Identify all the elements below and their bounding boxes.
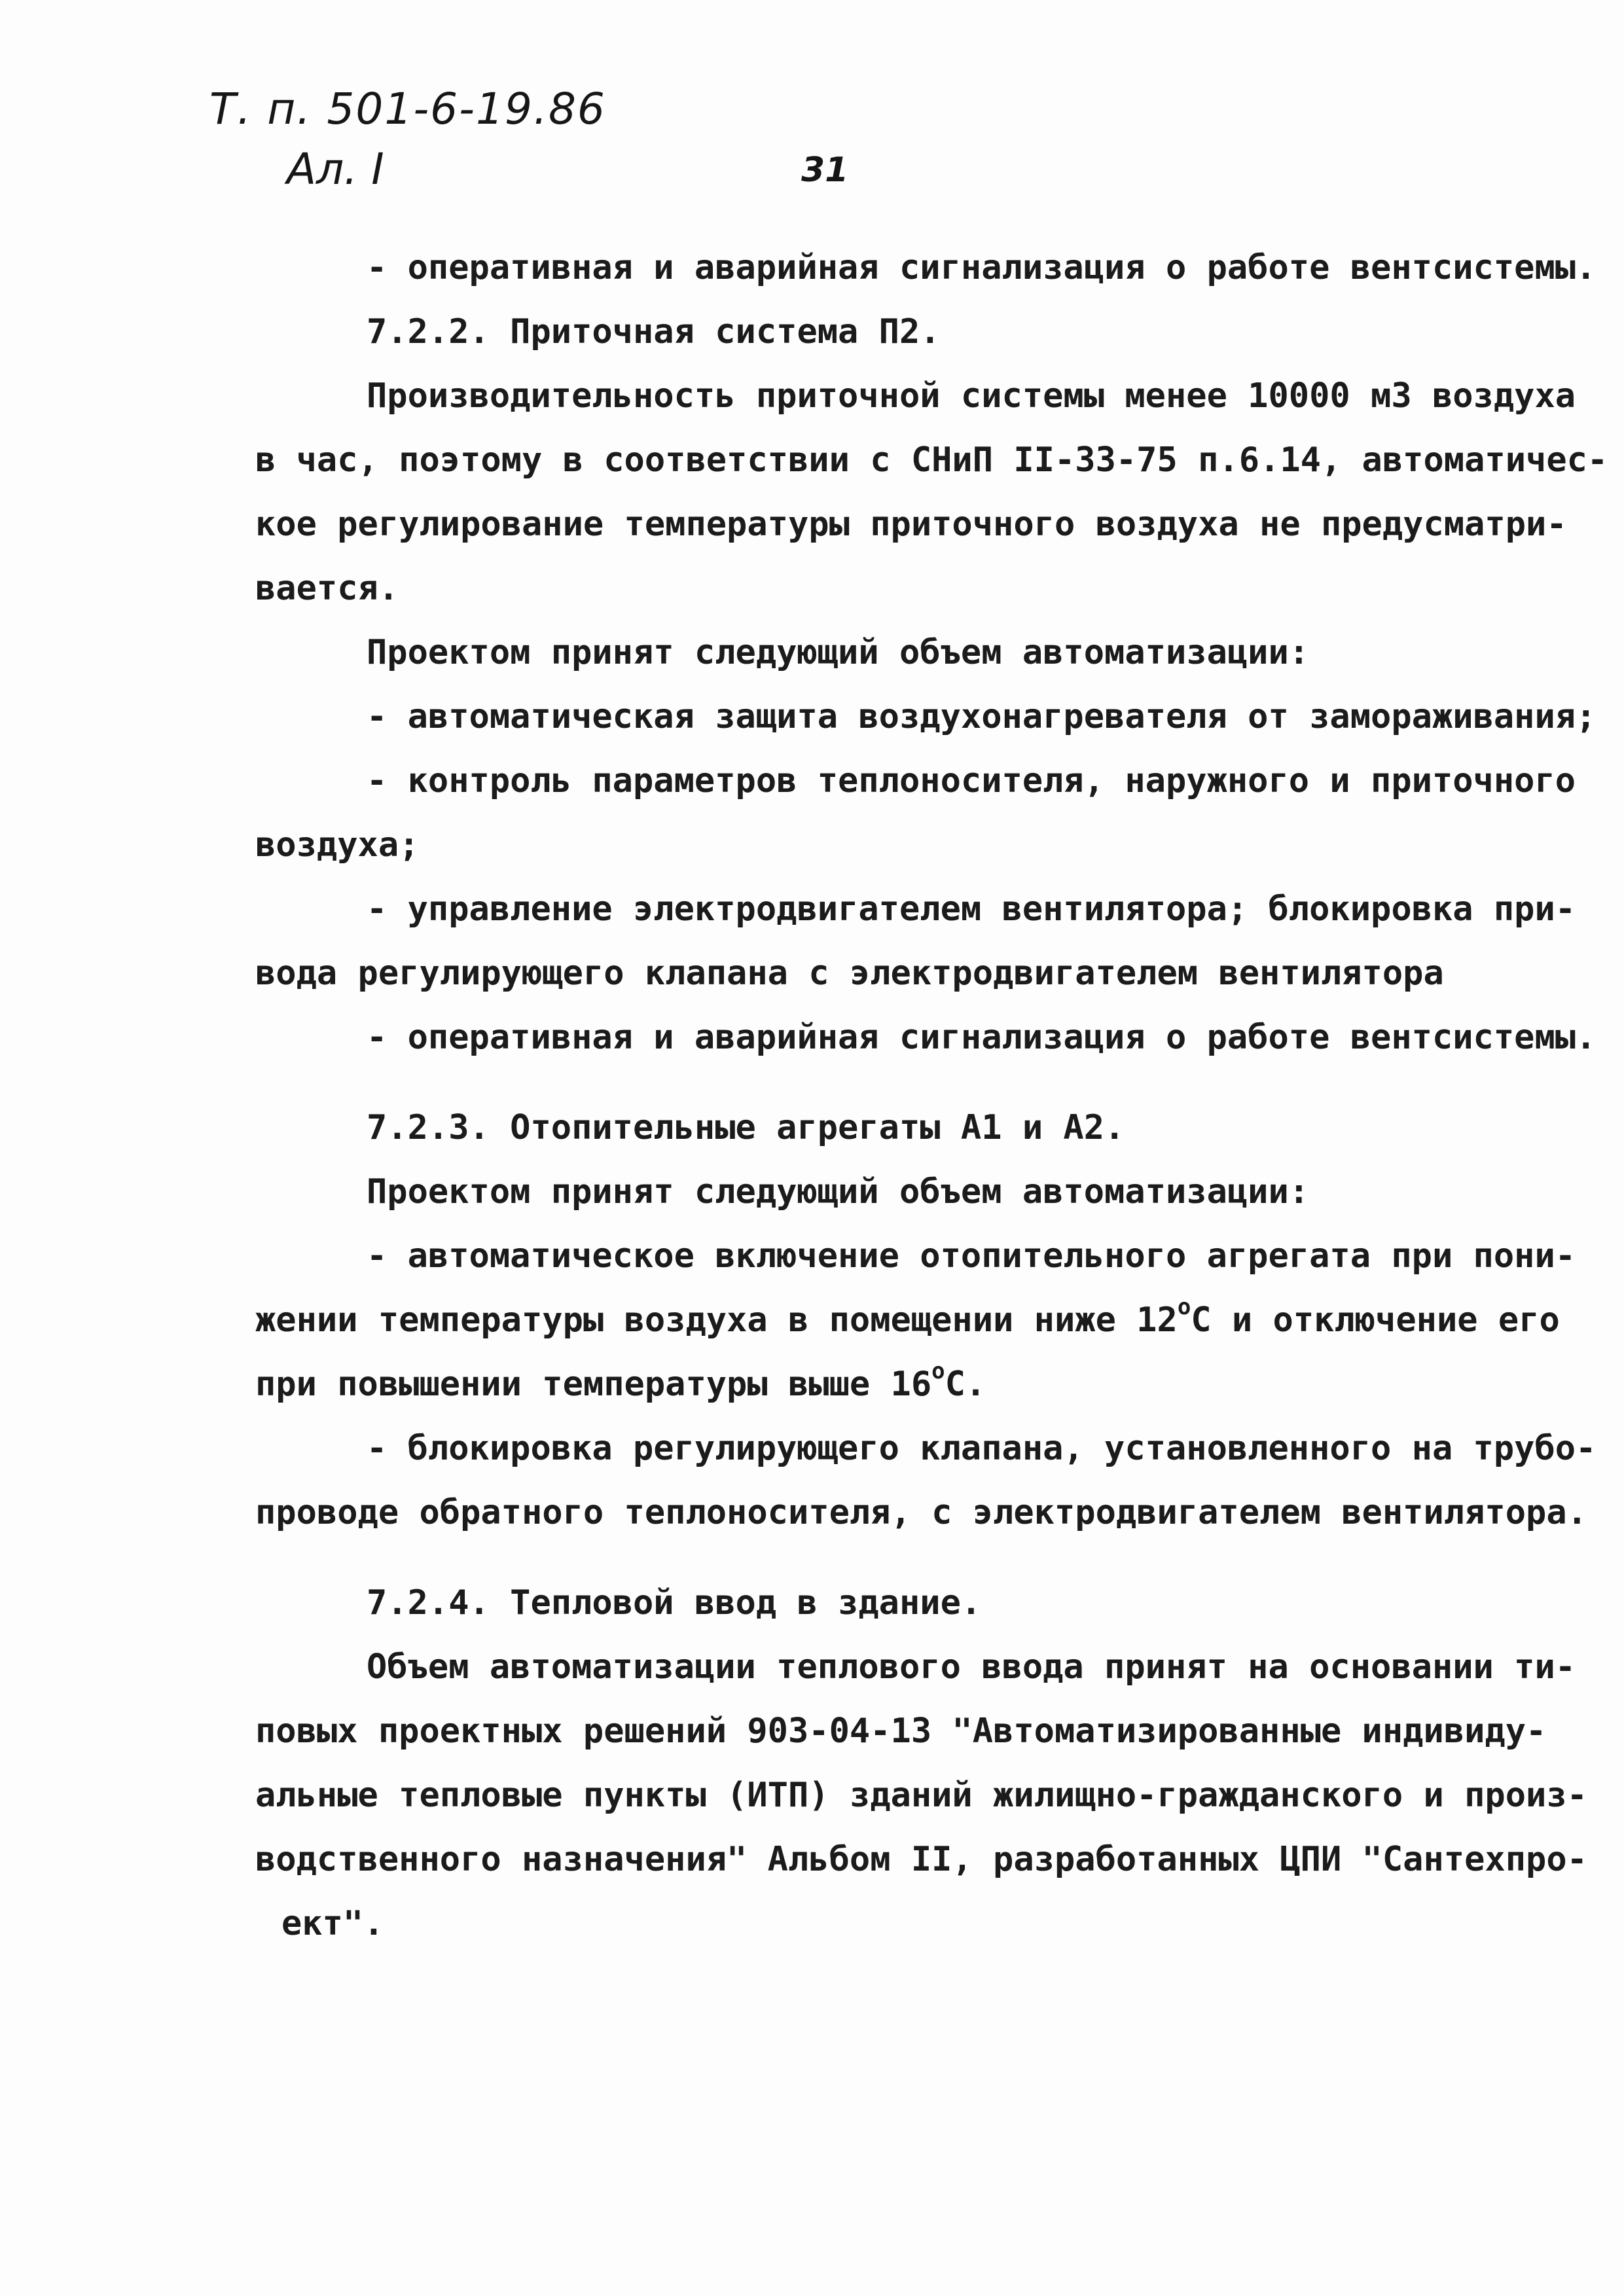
album-number: Ал. I <box>287 144 384 194</box>
list-item: - управление электродвигателем вентилятора; блокировка при- <box>367 889 1576 929</box>
paragraph-line: Объем автоматизации теплового ввода принят на основании ти- <box>367 1647 1576 1687</box>
paragraph-line: Производительность приточной системы менее 10000 м3 воздуха <box>367 376 1576 416</box>
paragraph-line: Проектом принят следующий объем автоматизации: <box>367 633 1310 672</box>
list-item-continuation <box>255 1352 1571 1416</box>
section-heading-7-2-4: 7.2.4. Тепловой ввод в здание. <box>367 1583 982 1623</box>
degree-sign: o <box>931 1358 945 1384</box>
degree-sign: o <box>1177 1294 1191 1320</box>
text-span: жении температуры воздуха в помещении ниже 12 <box>255 1300 1178 1340</box>
paragraph-line: вается. <box>255 569 399 608</box>
section-heading-7-2-3: 7.2.3. Отопительные агрегаты А1 и А2. <box>367 1108 1125 1147</box>
document-body <box>255 236 1608 1956</box>
list-item-continuation <box>255 1288 1571 1352</box>
text-span: С. <box>945 1365 986 1404</box>
page-number: 31 <box>801 151 849 190</box>
paragraph-line: - оперативная и аварийная сигнализация о работе вентсистемы. <box>367 248 1597 287</box>
paragraph-line: повых проектных решений 903-04-13 "Автоматизированные индивиду- <box>255 1712 1547 1751</box>
list-item: - автоматическое включение отопительного агрегата при пони- <box>367 1236 1576 1276</box>
list-item: - автоматическая защита воздухонагревателя от замораживания; <box>367 697 1597 736</box>
paragraph-line: Проектом принят следующий объем автоматизации: <box>367 1172 1310 1211</box>
paragraph-line: кое регулирование температуры приточного воздуха не предусматри- <box>255 505 1567 544</box>
paragraph-line: в час, поэтому в соответствии с СНиП II-33-75 п.6.14, автоматичес- <box>255 440 1608 480</box>
paragraph-line: ект". <box>281 1904 384 1943</box>
paragraph-line: водственного назначения" Альбом II, разработанных ЦПИ "Сантехпро- <box>255 1840 1587 1879</box>
list-item: - оперативная и аварийная сигнализация о работе вентсистемы. <box>367 1018 1597 1057</box>
list-item-continuation: вода регулирующего клапана с электродвигателем вентилятора <box>255 954 1444 993</box>
text-span: С и отключение его <box>1191 1300 1560 1340</box>
list-item: - контроль параметров теплоносителя, наружного и приточного <box>367 761 1576 800</box>
list-item-continuation: воздуха; <box>255 825 420 865</box>
project-code-stamp: Т. п. 501-6-19.86 <box>209 84 606 134</box>
list-item: - блокировка регулирующего клапана, установленного на трубо- <box>367 1429 1597 1468</box>
text-span: при повышении температуры выше 16 <box>255 1365 932 1404</box>
section-heading-7-2-2: 7.2.2. Приточная система П2. <box>367 312 941 351</box>
paragraph-line: альные тепловые пункты (ИТП) зданий жилищно-гражданского и произ- <box>255 1776 1587 1815</box>
list-item-continuation: проводе обратного теплоносителя, с электродвигателем вентилятора. <box>255 1493 1587 1532</box>
